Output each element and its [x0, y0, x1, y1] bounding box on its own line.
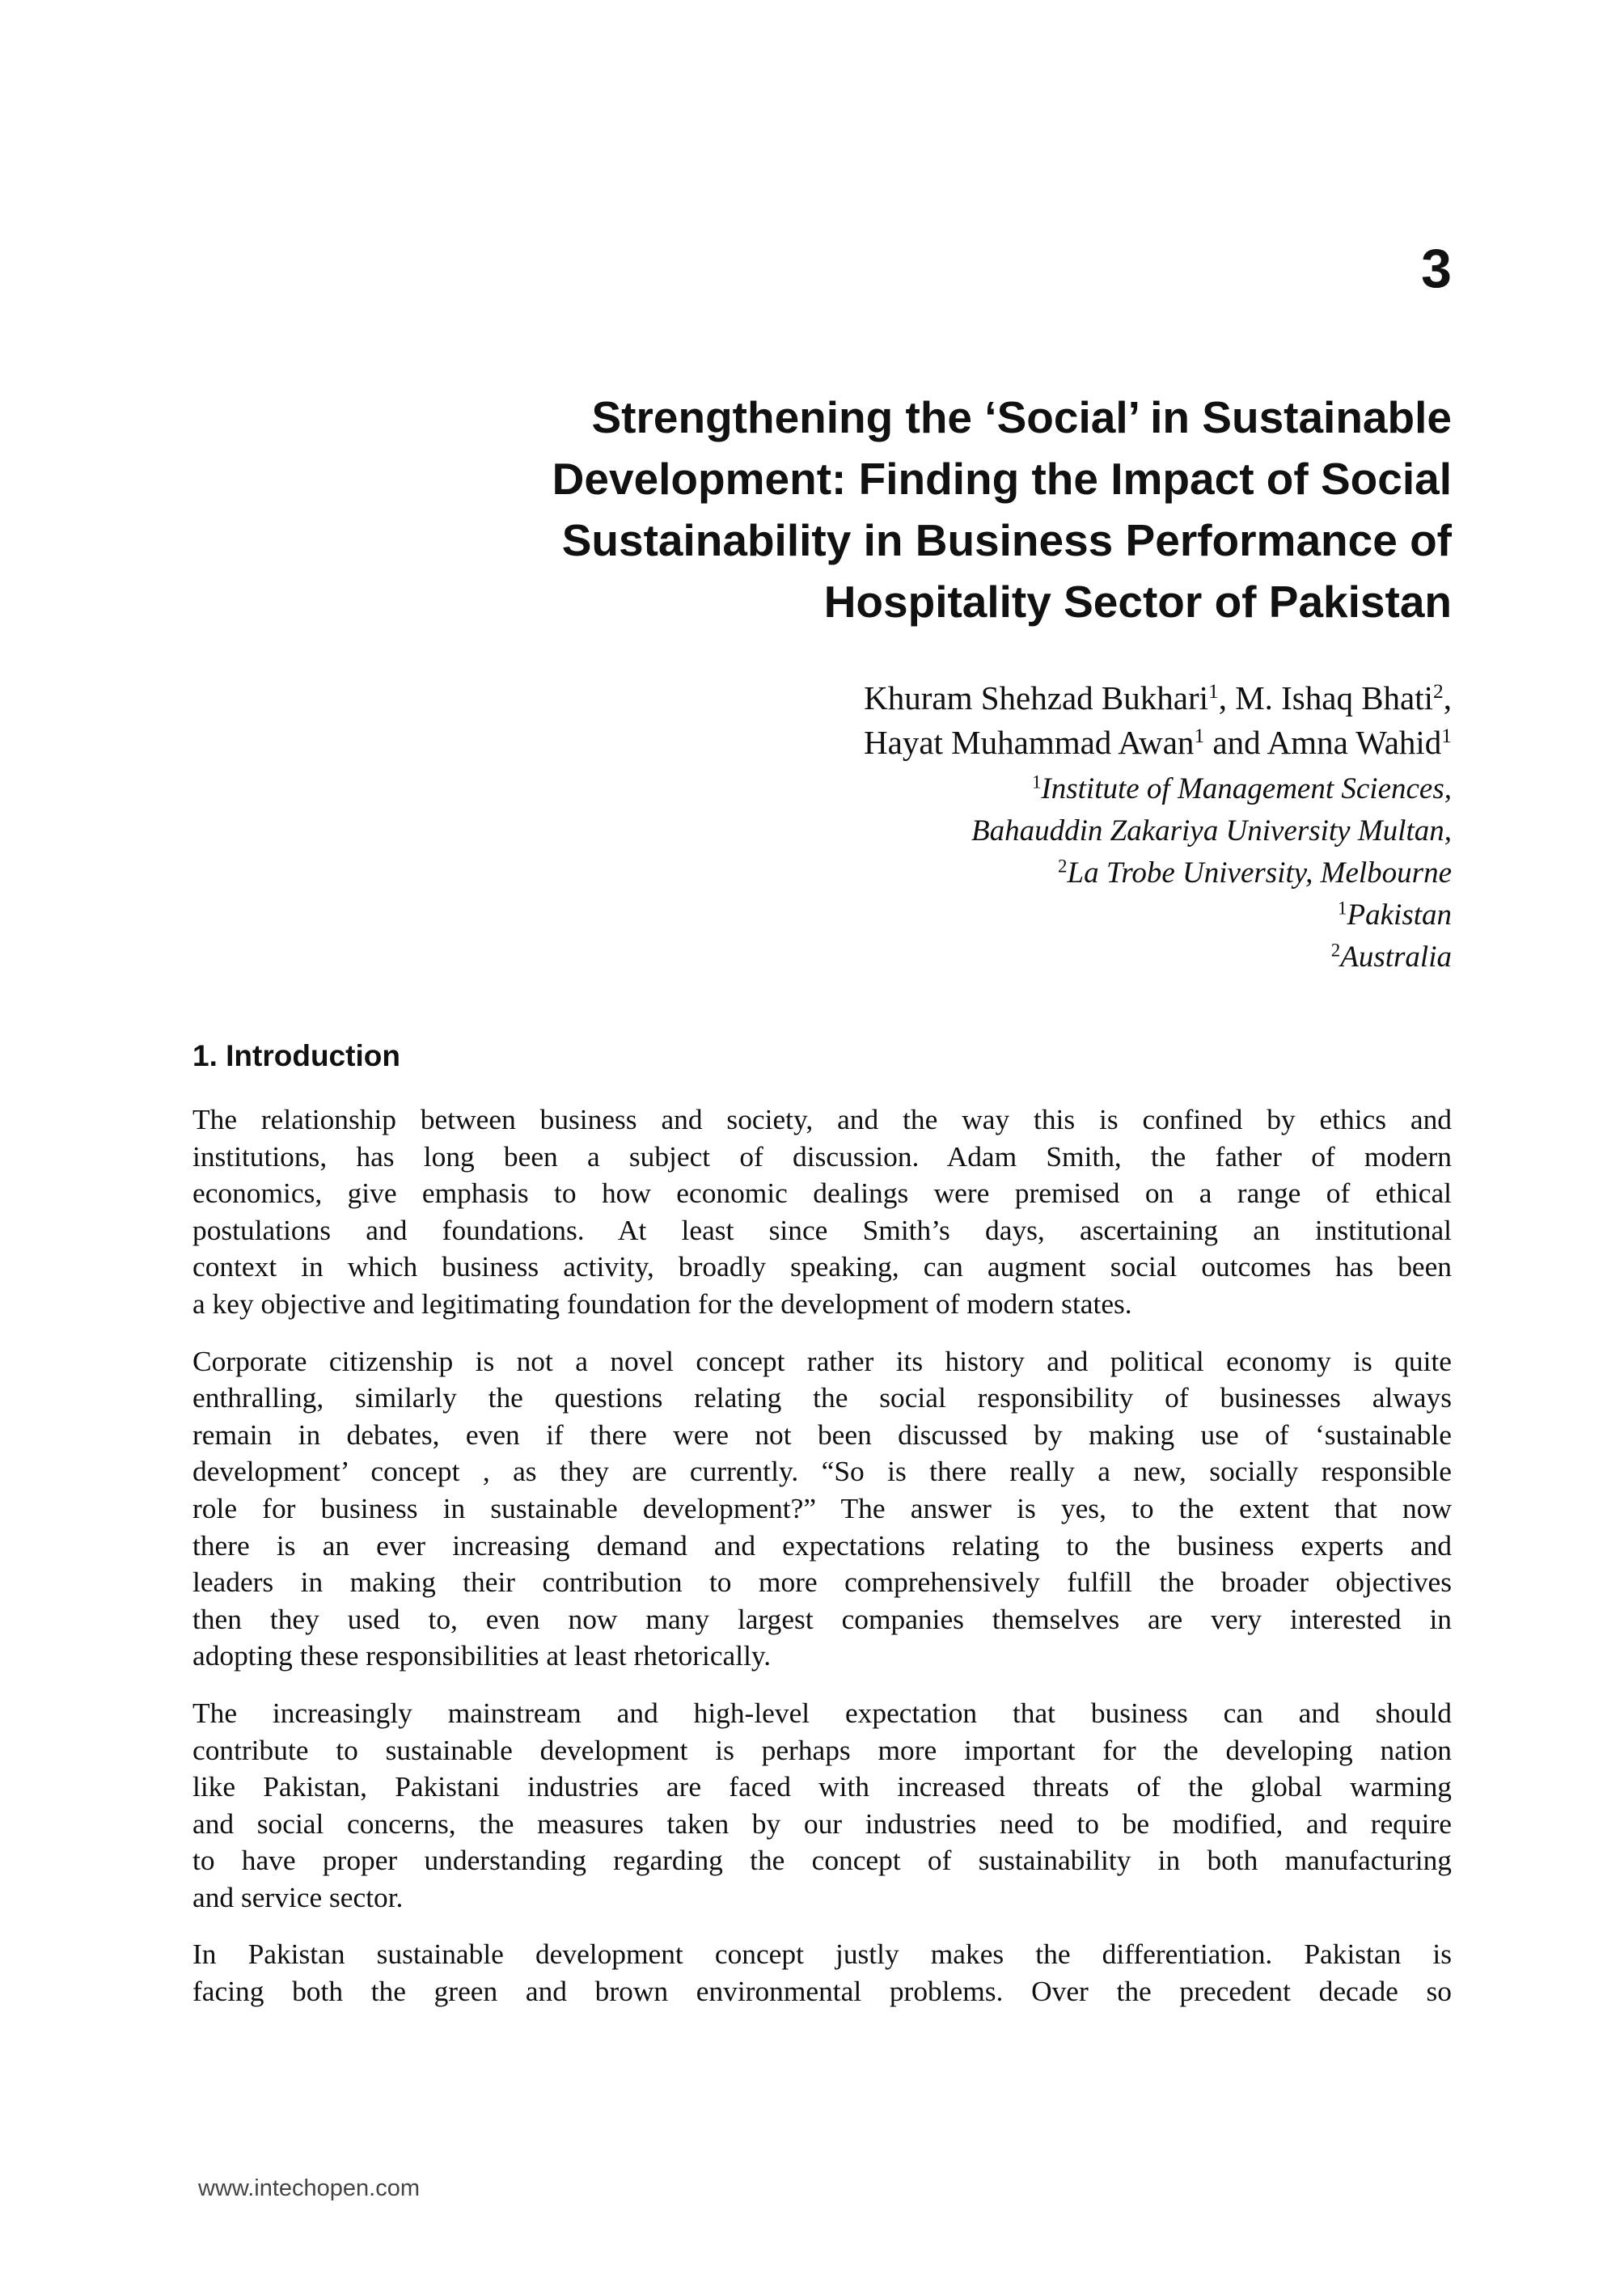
affiliation-text: Bahauddin Zakariya University Multan, — [971, 814, 1452, 848]
author-separator: , — [1443, 679, 1452, 716]
author-name: Amna Wahid — [1267, 724, 1442, 761]
author-affiliation-mark: 1 — [1441, 725, 1452, 748]
text-line: institutions, has long been a subject of discussion. Adam Smith, the father of modern — [192, 1139, 1452, 1173]
text-line: and service sector. — [192, 1880, 404, 1913]
text-line: economics, give emphasis to how economic dealings were premised on a range of ethical — [192, 1177, 1452, 1210]
text-line: enthralling, similarly the questions relating the social responsibility of businesses always — [192, 1381, 1452, 1414]
text-line: leaders in making their contribution to more comprehensively fulfill the broader objectives — [192, 1566, 1452, 1599]
affiliation-line — [400, 768, 1452, 810]
author-separator: , — [1218, 679, 1236, 716]
text-line: contribute to sustainable development is perhaps more important for the developing nation — [192, 1733, 1452, 1766]
section-heading: 1. Introduction — [192, 1039, 400, 1072]
title-line: Development: Finding the Impact of Social — [552, 454, 1452, 504]
affiliation-line — [400, 810, 1452, 852]
author-list — [400, 676, 1452, 765]
affiliation-text: Pakistan — [1347, 898, 1452, 932]
affiliation-line — [400, 894, 1452, 936]
author-affiliation-mark: 2 — [1433, 680, 1444, 704]
author-separator: and — [1204, 724, 1267, 761]
text-line: Corporate citizenship is not a novel concept rather its history and political economy is quite — [192, 1344, 1452, 1377]
paragraph-2 — [192, 1343, 1452, 1675]
paragraph-1 — [192, 1101, 1452, 1323]
text-line: context in which business activity, broadly speaking, can augment social outcomes has been — [192, 1250, 1452, 1283]
affiliation-line — [400, 936, 1452, 979]
affiliation-mark: 1 — [1031, 771, 1042, 793]
affiliation-text: La Trobe University, Melbourne — [1067, 856, 1452, 890]
text-line: In Pakistan sustainable development concept justly makes the differentiation. Pakistan is — [192, 1938, 1452, 1971]
text-line: like Pakistan, Pakistani industries are faced with increased threats of the global warming — [192, 1770, 1452, 1803]
author-line — [400, 676, 1452, 721]
author-name: M. Ishaq Bhati — [1235, 679, 1434, 716]
affiliation-text: Australia — [1340, 940, 1452, 974]
text-line: development’ concept , as they are currently. “So is there really a new, socially responsible — [192, 1455, 1452, 1488]
text-line: The relationship between business and society, and the way this is confined by ethics and — [192, 1103, 1452, 1135]
author-line — [400, 721, 1452, 765]
text-line: The increasingly mainstream and high-level expectation that business can and should — [192, 1696, 1452, 1729]
paragraph-4 — [192, 1936, 1452, 2010]
text-line: adopting these responsibilities at least rhetorically. — [192, 1639, 772, 1672]
affiliation-mark: 1 — [1338, 898, 1347, 919]
affiliation-line — [400, 852, 1452, 894]
title-line: Hospitality Sector of Pakistan — [823, 577, 1452, 627]
title-line: Sustainability in Business Performance of — [561, 515, 1452, 565]
text-line: then they used to, even now many largest companies themselves are very interested in — [192, 1602, 1452, 1635]
chapter-number: 3 — [1421, 238, 1452, 299]
affiliation-list — [400, 768, 1452, 979]
affiliation-mark: 2 — [1058, 856, 1068, 877]
text-line: role for business in sustainable development?” The answer is yes, to the extent that now — [192, 1491, 1452, 1524]
text-line: there is an ever increasing demand and expectations relating to the business experts and — [192, 1528, 1452, 1562]
body-text — [192, 1101, 1452, 2031]
text-line: facing both the green and brown environmental problems. Over the precedent decade so — [192, 1975, 1452, 2008]
author-name: Hayat Muhammad Awan — [864, 724, 1195, 761]
author-affiliation-mark: 1 — [1194, 725, 1205, 748]
text-line: to have proper understanding regarding the concept of sustainability in both manufacturing — [192, 1844, 1452, 1877]
affiliation-text: Institute of Management Sciences, — [1041, 772, 1452, 805]
author-name: Khuram Shehzad Bukhari — [864, 679, 1208, 716]
title-line: Strengthening the ‘Social’ in Sustainable — [591, 392, 1452, 442]
affiliation-mark: 2 — [1330, 940, 1341, 961]
paragraph-3 — [192, 1695, 1452, 1917]
author-affiliation-mark: 1 — [1208, 680, 1219, 704]
text-line: a key objective and legitimating foundation for the development of modern states. — [192, 1287, 1132, 1320]
text-line: remain in debates, even if there were not been discussed by making use of ‘sustainable — [192, 1418, 1452, 1451]
text-line: and social concerns, the measures taken by our industries need to be modified, and require — [192, 1807, 1452, 1840]
footer-url: www.intechopen.com — [198, 2175, 421, 2201]
chapter-title — [279, 387, 1452, 632]
text-line: postulations and foundations. At least since Smith’s days, ascertaining an institutional — [192, 1213, 1452, 1246]
